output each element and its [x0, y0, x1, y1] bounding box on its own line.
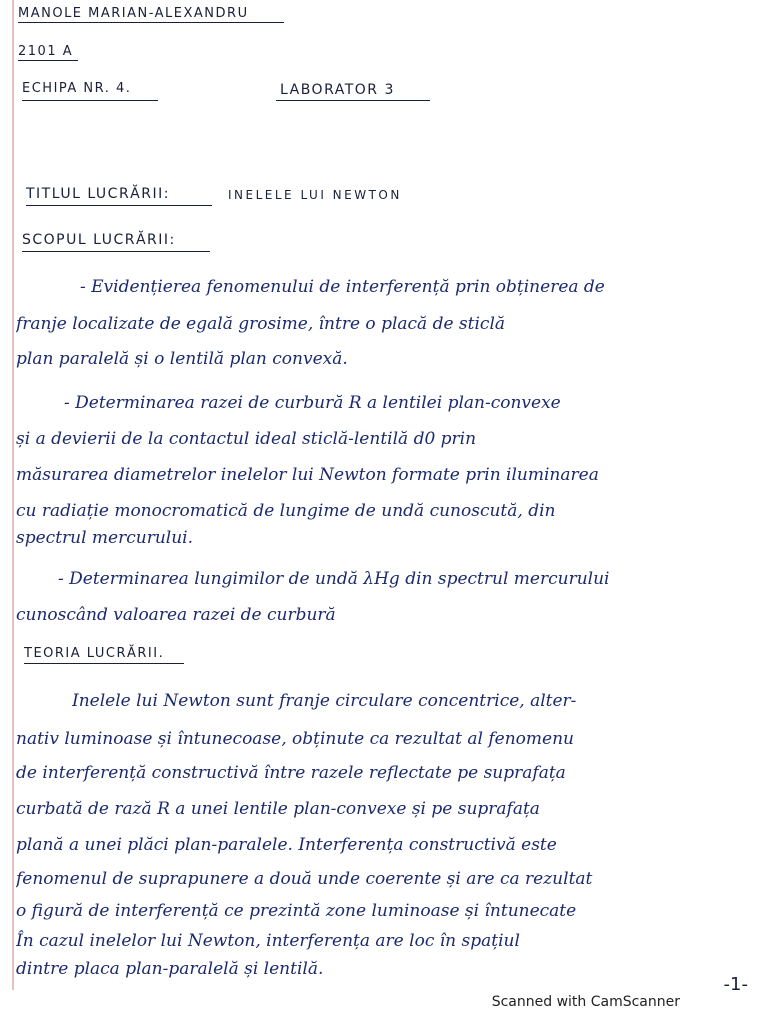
lab-underline	[276, 100, 430, 101]
theory-line: plană a unei plăci plan-paralele. Interferența constructivă este	[16, 835, 557, 855]
scope-line: măsurarea diametrelor inelelor lui Newton formate prin iluminarea	[16, 465, 599, 485]
scope-line: și a devierii de la contactul ideal sticlă-lentilă d0 prin	[16, 429, 477, 449]
scope-line: plan paralelă și o lentilă plan convexă.	[16, 349, 348, 369]
theory-line: fenomenul de suprapunere a două unde coerente și are ca rezultat	[16, 869, 593, 889]
lab-title: LABORATOR 3	[280, 82, 395, 98]
theory-heading: TEORIA LUCRĂRII.	[24, 646, 165, 661]
scope-line: - Determinarea lungimilor de undă λHg din spectrul mercurului	[58, 569, 610, 589]
scanner-watermark: Scanned with CamScanner	[491, 994, 680, 1010]
title-label-underline	[26, 205, 212, 206]
theory-line: curbată de rază R a unei lentile plan-convexe și pe suprafața	[16, 799, 540, 819]
scope-line: cunoscând valoarea razei de curbură	[16, 605, 336, 625]
theory-heading-underline	[24, 663, 184, 664]
scope-line: - Evidențierea fenomenului de interferență prin obținerea de	[80, 277, 605, 297]
scope-line: spectrul mercurului.	[16, 528, 194, 548]
team-label: ECHIPA NR. 4.	[22, 81, 132, 96]
theory-line: de interferență constructivă între razele reflectate pe suprafața	[16, 763, 566, 783]
scope-heading-underline	[22, 251, 210, 252]
page-number: -1-	[723, 974, 748, 995]
theory-line: nativ luminoase și întunecoase, obținute ca rezultat al fenomenu	[16, 729, 574, 749]
team-underline	[22, 100, 158, 101]
theory-line: dintre placa plan-paralelă și lentilă.	[16, 959, 324, 979]
scope-line: - Determinarea razei de curbură R a lentilei plan-convexe	[64, 393, 561, 413]
margin-line	[12, 0, 14, 990]
scope-line: cu radiație monocromatică de lungime de undă cunoscută, din	[16, 501, 556, 521]
group-label: 2101 A	[18, 44, 74, 59]
theory-line: o figură de interferență ce prezintă zone luminoase și întunecate	[16, 901, 577, 921]
author-name: MANOLE MARIAN-ALEXANDRU	[18, 6, 249, 21]
scope-line: franje localizate de egală grosime, între o placă de sticlă	[16, 314, 506, 334]
group-underline	[18, 60, 78, 61]
theory-line: Inelele lui Newton sunt franje circulare concentrice, alter-	[72, 691, 577, 711]
title-label: TITLUL LUCRĂRII:	[26, 186, 170, 202]
theory-line: În cazul inelelor lui Newton, interferența are loc în spațiul	[16, 931, 520, 951]
author-underline	[18, 22, 284, 23]
title-value: INELELE LUI NEWTON	[228, 188, 402, 202]
scope-heading: SCOPUL LUCRĂRII:	[22, 232, 176, 248]
